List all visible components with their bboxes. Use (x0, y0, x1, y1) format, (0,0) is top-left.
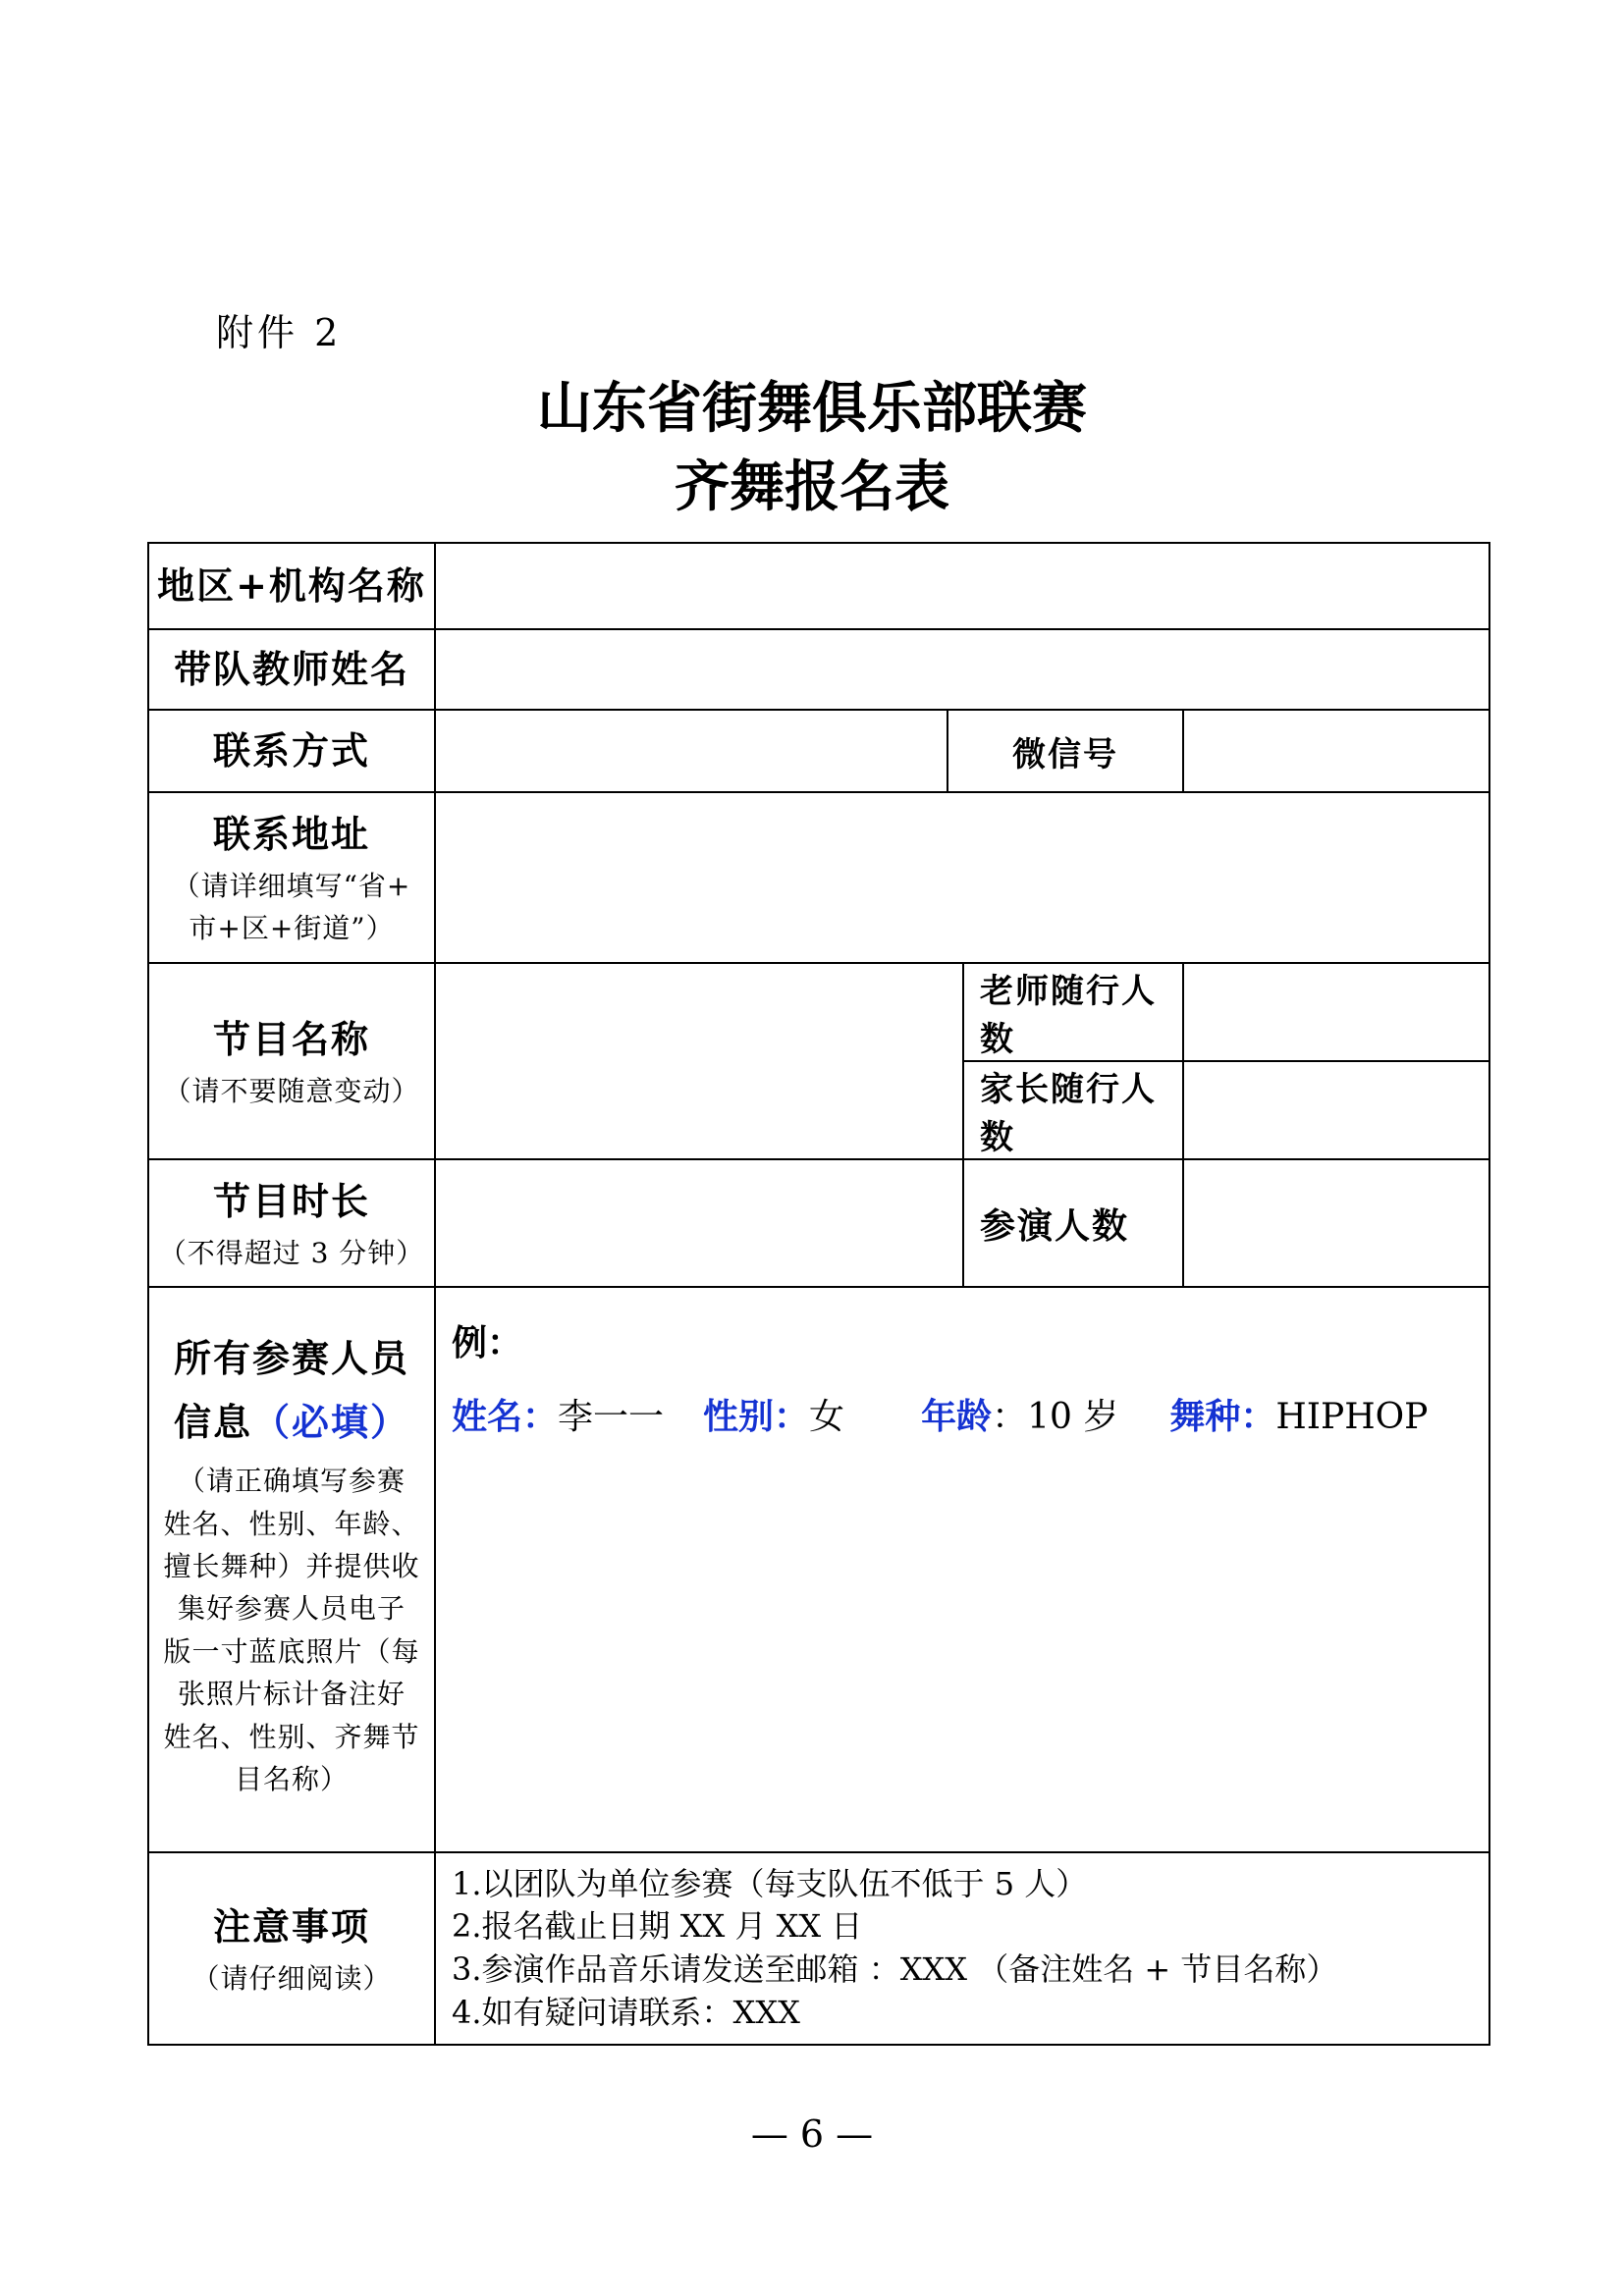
example-gender-value: 女 (809, 1397, 845, 1437)
wechat-field[interactable] (1183, 710, 1489, 792)
example-name-key: 姓名： (452, 1396, 559, 1437)
program-duration-field[interactable] (435, 1159, 963, 1287)
all-info-hint-3: 集好参赛人员电子 (177, 1592, 406, 1626)
notes-label: 注意事项 （请仔细阅读） (148, 1852, 435, 2045)
all-info-hint-6: 姓名、性别、齐舞节 (163, 1720, 420, 1753)
all-info-hint-1: 姓名、性别、年龄、 (163, 1507, 420, 1540)
note-item-1: 1.以团队为单位参赛（每支队伍不低于 5 人） (452, 1864, 1088, 1902)
all-info-title-2: 信息 (173, 1399, 252, 1444)
all-info-hint-7: 目名称） (234, 1762, 349, 1795)
performers-count-label: 参演人数 (963, 1159, 1183, 1287)
performers-count-field[interactable] (1183, 1159, 1489, 1287)
all-info-hint-0: （请正确填写参赛 (177, 1465, 406, 1498)
note-item-3: 3.参演作品音乐请发送至邮箱 ：XXX （备注姓名 + 节目名称） (452, 1950, 1338, 1988)
example-name-value: 李一一 (558, 1397, 665, 1437)
example-age-value: ：10 岁 (992, 1397, 1119, 1437)
all-info-hint-5: 张照片标计备注好 (177, 1678, 406, 1711)
address-hint-2: 市+区+街道”） (189, 912, 395, 945)
example-line (452, 1389, 1489, 1439)
teacher-name-field[interactable] (435, 629, 1489, 710)
form-title-line2: 齐舞报名表 (675, 455, 949, 519)
note-item-2: 2.报名截止日期 XX 月 XX 日 (452, 1907, 863, 1946)
page-number: — 6 — (750, 2112, 874, 2156)
address-field[interactable] (435, 792, 1489, 963)
address-hint-1: （请详细填写“省+ (172, 870, 411, 902)
program-name-label: 节目名称 （请不要随意变动） (148, 963, 435, 1159)
wechat-label: 微信号 (947, 710, 1183, 792)
example-dance-value: HIPHOP (1275, 1397, 1429, 1437)
all-info-field[interactable] (435, 1287, 1489, 1852)
program-duration-label: 节目时长 （不得超过 3 分钟） (148, 1159, 435, 1287)
parent-accompany-label: 家长随行人数 (963, 1061, 1183, 1159)
example-dance-key: 舞种： (1169, 1396, 1276, 1437)
notes-hint: （请仔细阅读） (191, 1961, 392, 1995)
notes-content (435, 1852, 1489, 2045)
note-item-4: 4.如有疑问请联系：XXX (452, 1993, 800, 2031)
example-label: 例： (452, 1322, 523, 1363)
all-info-hint-4: 版一寸蓝底照片（每 (163, 1634, 420, 1668)
teacher-accompany-field[interactable] (1183, 963, 1489, 1061)
program-name-field[interactable] (435, 963, 963, 1159)
region-org-field[interactable] (435, 543, 1489, 629)
required-marker: （必填） (252, 1399, 410, 1444)
region-org-label: 地区+机构名称 (148, 543, 435, 629)
all-info-hint-2: 擅长舞种）并提供收 (163, 1549, 420, 1582)
contact-label: 联系方式 (148, 710, 435, 792)
address-label: 联系地址 （请详细填写“省+ 市+区+街道”） (148, 792, 435, 963)
program-name-hint: （请不要随意变动） (163, 1074, 420, 1107)
contact-field[interactable] (435, 710, 947, 792)
teacher-name-label: 带队教师姓名 (148, 629, 435, 710)
teacher-accompany-label: 老师随行人数 (963, 963, 1183, 1061)
registration-form-table (147, 542, 1490, 2046)
example-gender-key: 性别： (703, 1396, 810, 1437)
attachment-label: 附件 2 (216, 311, 343, 354)
parent-accompany-field[interactable] (1183, 1061, 1489, 1159)
all-info-label: 所有参赛人员 信息（必填） （请正确填写参赛 姓名、性别、年龄、 擅长舞种）并提供收 集好参赛人员电子 版一寸蓝底照片（每 张照片标计备注好 姓名、性别、齐舞节 目名称） (148, 1287, 435, 1852)
program-duration-hint: （不得超过 3 分钟） (158, 1236, 425, 1269)
example-age-key: 年龄 (921, 1396, 993, 1437)
form-title-line1: 山东省街舞俱乐部联赛 (537, 377, 1087, 441)
